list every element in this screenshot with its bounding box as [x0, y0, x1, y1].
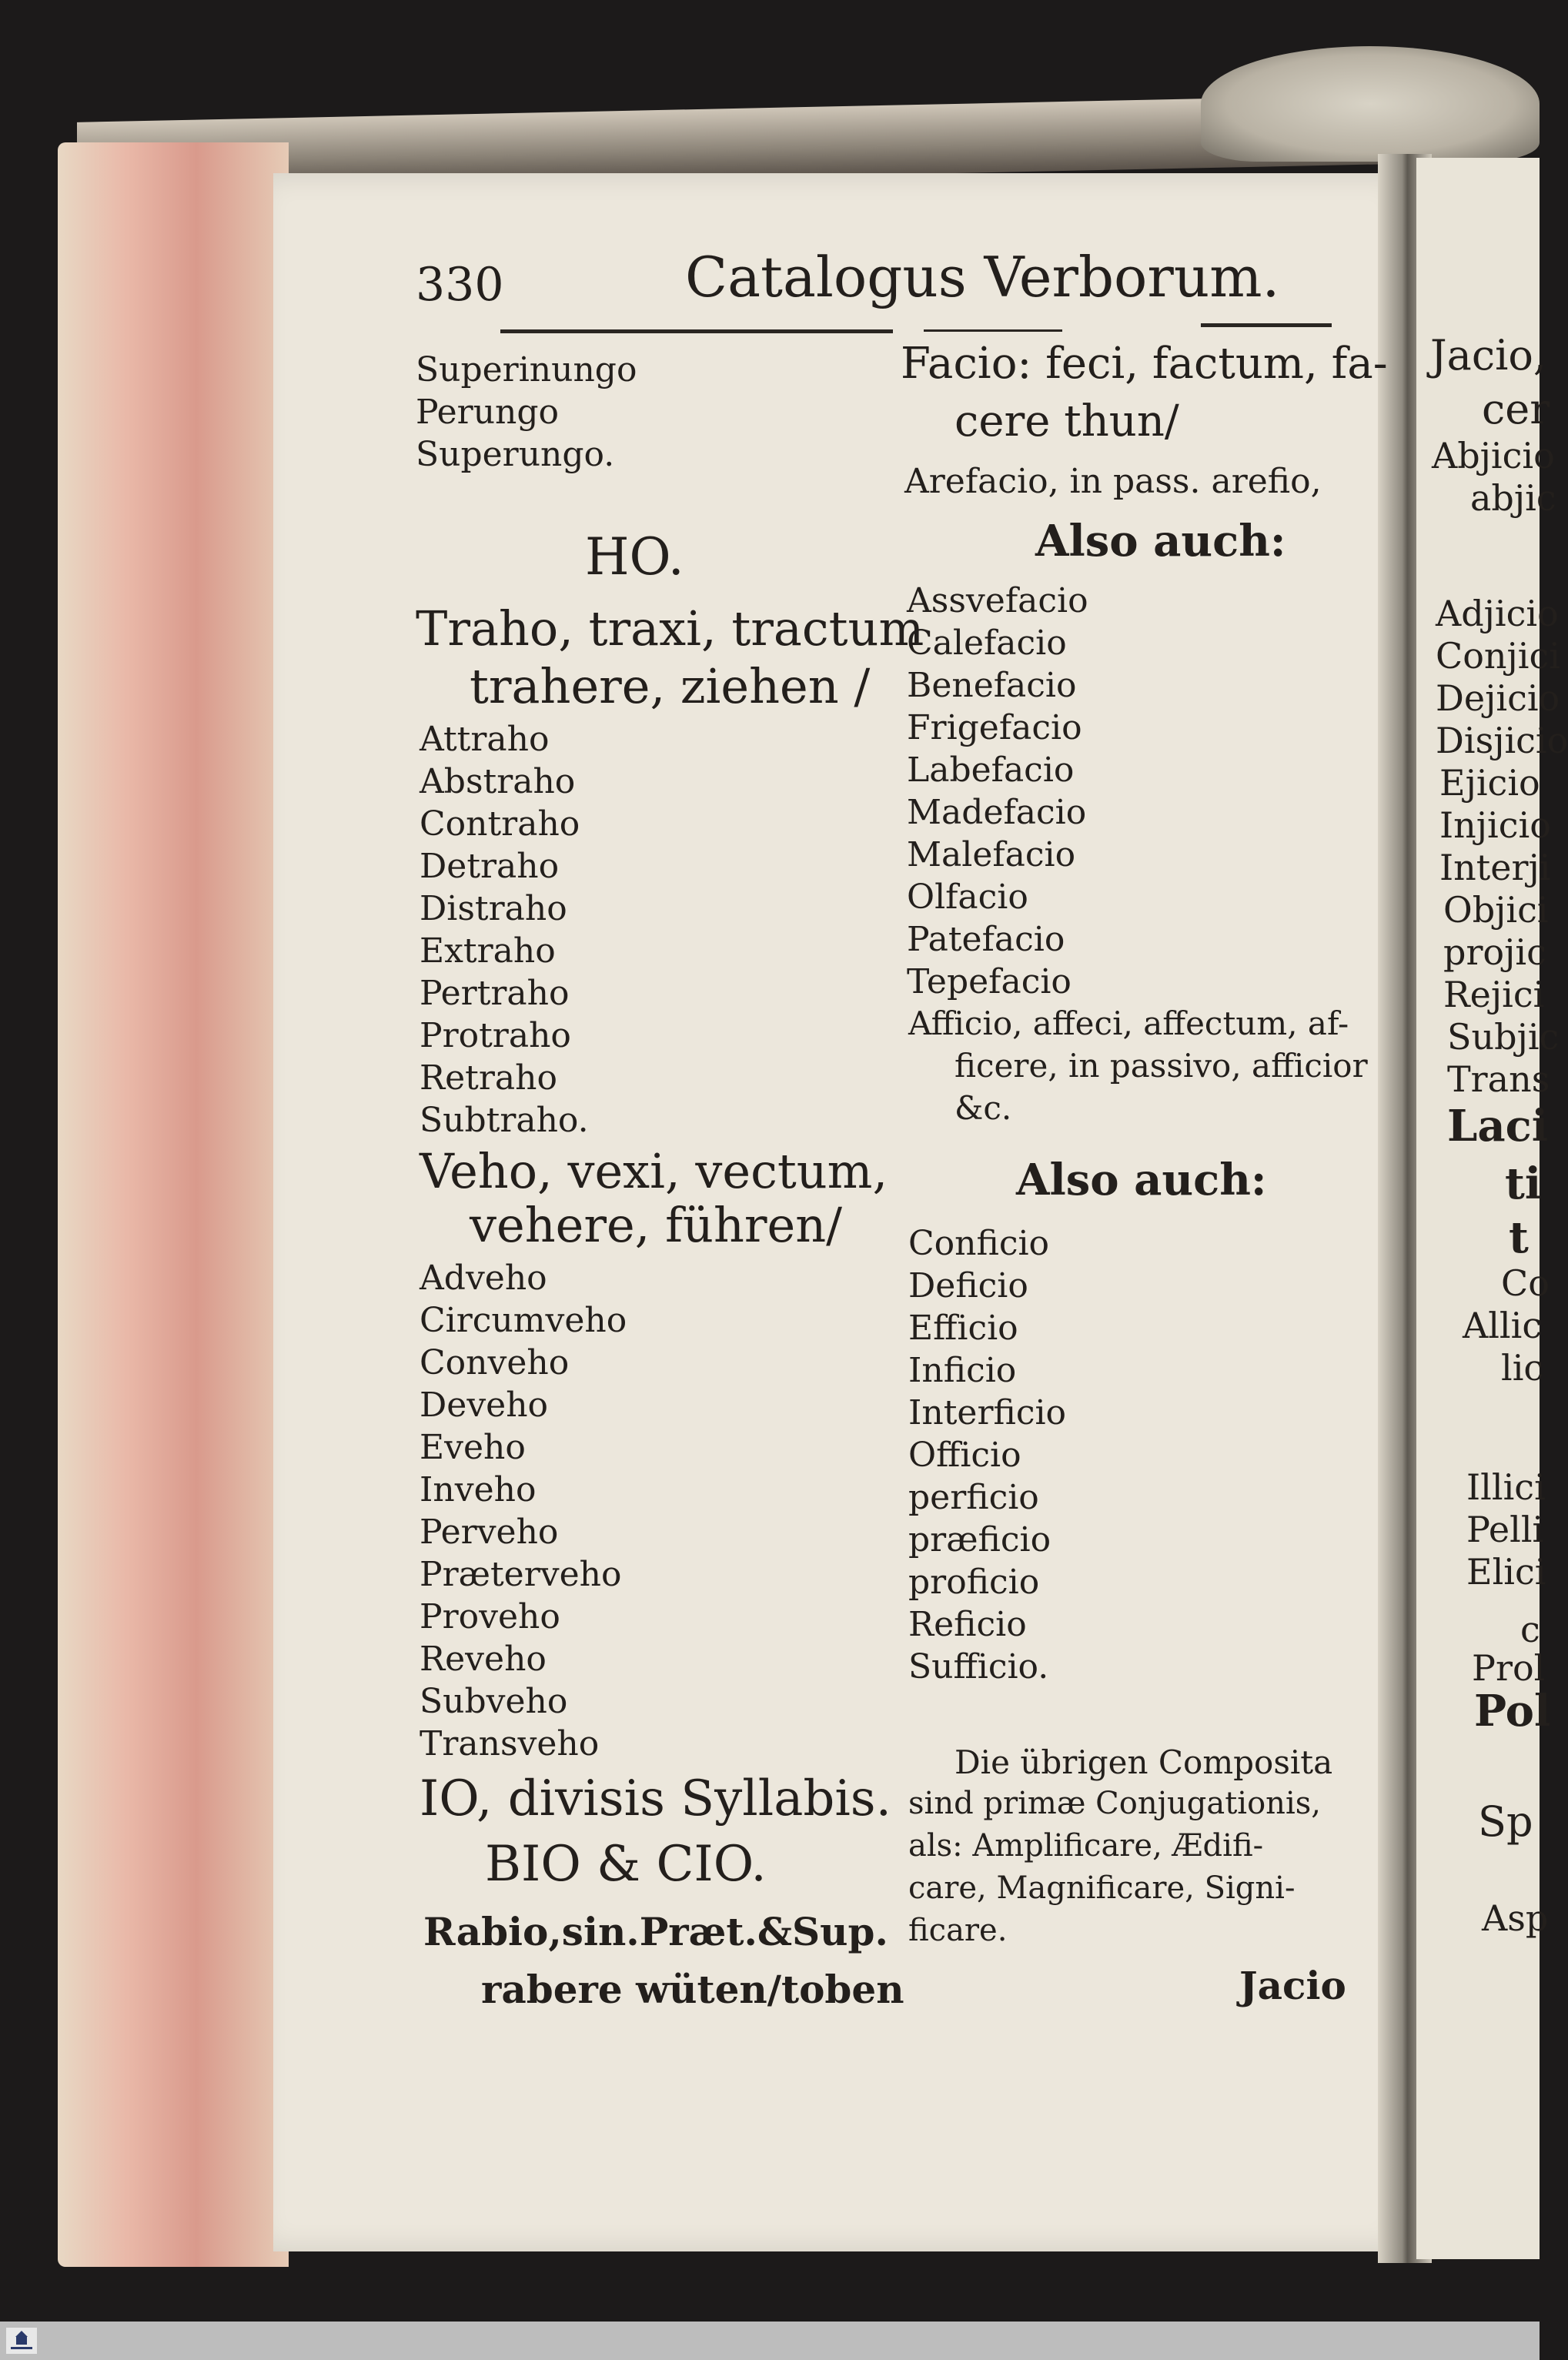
- word-conveho: Conveho: [420, 1343, 570, 1382]
- library-logo-icon: [6, 2328, 37, 2354]
- rabio-line-1: Rabio,sin.Præt.&Sup.: [423, 1909, 888, 1954]
- word-retraho: Retraho: [420, 1058, 557, 1098]
- facing-fragment: abjic: [1470, 477, 1556, 519]
- note-line-2: sind primæ Conjugationis,: [908, 1786, 1321, 1821]
- word-subveho: Subveho: [420, 1682, 568, 1721]
- facing-fragment: Adjicio: [1436, 593, 1559, 634]
- facing-fragment: Illici: [1466, 1466, 1546, 1508]
- facing-fragment: Pol: [1474, 1686, 1551, 1737]
- word-deficio: Deficio: [908, 1266, 1028, 1305]
- note-line-4: care, Magnificare, Signi-: [908, 1870, 1296, 1906]
- facing-fragment: lic: [1501, 1347, 1544, 1389]
- facing-fragment: c: [1520, 1609, 1540, 1650]
- word-contraho: Contraho: [420, 804, 580, 844]
- word-pertraho: Pertraho: [420, 974, 570, 1013]
- facing-fragment: Elici: [1466, 1551, 1546, 1593]
- word-praeficio: præficio: [908, 1520, 1051, 1559]
- word-abstraho: Abstraho: [420, 762, 576, 801]
- word-madefacio: Madefacio: [907, 793, 1087, 832]
- page-number: 330: [416, 258, 504, 312]
- facing-fragment: Interji: [1439, 847, 1551, 888]
- facing-fragment: Asp: [1482, 1897, 1549, 1939]
- facing-fragment: Co: [1501, 1262, 1550, 1304]
- traho-line-2: trahere, ziehen /: [470, 658, 871, 714]
- io-heading-2: BIO & CIO.: [485, 1836, 767, 1893]
- word-deveho: Deveho: [420, 1386, 549, 1425]
- facio-line-2: cere thun/: [955, 396, 1179, 446]
- arefacio-line: Arefacio, in pass. arefio,: [904, 462, 1322, 501]
- word-detraho: Detraho: [420, 847, 560, 886]
- word-transveho: Transveho: [420, 1724, 600, 1763]
- word-distraho: Distraho: [420, 889, 567, 928]
- veho-line-1: Veho, vexi, vectum,: [420, 1143, 888, 1199]
- word-superungo: Superungo.: [416, 435, 615, 474]
- book-cushion: [1201, 46, 1540, 162]
- veho-line-2: vehere, führen/: [470, 1197, 843, 1253]
- facing-fragment: Subjic: [1447, 1016, 1560, 1058]
- word-inveho: Inveho: [420, 1470, 537, 1509]
- word-officio: Officio: [908, 1436, 1021, 1475]
- catchword: Jacio: [1239, 1963, 1346, 2008]
- word-reficio: Reficio: [908, 1605, 1027, 1644]
- word-olfacio: Olfacio: [907, 877, 1028, 917]
- page-title: Catalogus Verborum.: [685, 245, 1280, 309]
- note-line-1: Die übrigen Composita: [955, 1743, 1333, 1781]
- word-praeterveho: Præterveho: [420, 1555, 622, 1594]
- word-proveho: Proveho: [420, 1597, 560, 1636]
- heading-ho: HO.: [585, 527, 684, 587]
- viewer-bottom-bar: [0, 2322, 1540, 2360]
- word-calefacio: Calefacio: [907, 623, 1067, 663]
- word-extraho: Extraho: [420, 931, 556, 971]
- word-benefacio: Benefacio: [907, 666, 1077, 705]
- facing-fragment: Jacio,: [1430, 331, 1547, 379]
- also-auch-1: Also auch:: [1035, 516, 1286, 567]
- io-heading-1: IO, divisis Syllabis.: [420, 1770, 891, 1827]
- facio-line-1: Facio: feci, factum, fa-: [901, 339, 1388, 389]
- word-proficio: proficio: [908, 1563, 1040, 1602]
- afficio-line-2: ficere, in passivo, afficior: [955, 1047, 1368, 1085]
- word-reveho: Reveho: [420, 1640, 547, 1679]
- rabio-line-2: rabere wüten/toben: [481, 1967, 904, 2012]
- page-edges: [58, 142, 289, 2267]
- word-malefacio: Malefacio: [907, 835, 1076, 874]
- facing-fragment: Pelli: [1466, 1509, 1544, 1550]
- facing-fragment: projic: [1443, 931, 1546, 973]
- word-efficio: Efficio: [908, 1309, 1018, 1348]
- word-perficio: perficio: [908, 1478, 1039, 1517]
- word-adveho: Adveho: [420, 1259, 547, 1298]
- facing-fragment: Ejicio: [1439, 762, 1540, 804]
- word-assvefacio: Assvefacio: [907, 581, 1088, 620]
- word-inficio: Inficio: [908, 1351, 1017, 1390]
- word-circumveho: Circumveho: [420, 1301, 627, 1340]
- also-auch-2: Also auch:: [1016, 1155, 1267, 1205]
- facing-fragment: ti: [1505, 1158, 1542, 1209]
- facing-fragment: Prol: [1472, 1647, 1546, 1689]
- word-labefacio: Labefacio: [907, 750, 1075, 790]
- traho-line-1: Traho, traxi, tractum: [416, 600, 924, 657]
- word-perungo: Perungo: [416, 393, 560, 432]
- facing-fragment: Objici: [1443, 889, 1549, 931]
- facing-fragment: Injicio: [1439, 804, 1551, 846]
- word-sufficio: Sufficio.: [908, 1647, 1049, 1686]
- facing-fragment: Laci: [1447, 1101, 1549, 1152]
- afficio-line-3: &c.: [955, 1089, 1012, 1127]
- word-superinungo: Superinungo: [416, 350, 637, 389]
- facing-fragment: Dejicio: [1436, 677, 1560, 719]
- word-conficio: Conficio: [908, 1224, 1050, 1263]
- facing-fragment: Conjici: [1436, 635, 1560, 677]
- facing-fragment: Rejici: [1443, 974, 1545, 1015]
- word-protraho: Protraho: [420, 1016, 571, 1055]
- facing-fragment: t: [1509, 1212, 1529, 1263]
- note-line-5: ficare.: [908, 1913, 1008, 1948]
- word-interficio: Interficio: [908, 1393, 1067, 1432]
- word-frigefacio: Frigefacio: [907, 708, 1082, 747]
- facing-fragment: Abjicio: [1432, 435, 1555, 476]
- facing-fragment: Trans: [1447, 1058, 1550, 1100]
- word-tepefacio: Tepefacio: [907, 962, 1072, 1001]
- header-rule-left: [500, 329, 893, 333]
- word-eveho: Eveho: [420, 1428, 526, 1467]
- afficio-line-1: Afficio, affeci, affectum, af-: [908, 1005, 1349, 1042]
- facing-fragment: Allic: [1463, 1305, 1543, 1346]
- header-rule-mid: [924, 329, 1062, 332]
- word-perveho: Perveho: [420, 1513, 559, 1552]
- facing-fragment: Disjicio: [1436, 720, 1568, 761]
- word-subtraho: Subtraho.: [420, 1101, 589, 1140]
- note-line-3: als: Amplificare, Ædifi-: [908, 1828, 1264, 1864]
- header-rule-right: [1201, 323, 1332, 327]
- facing-fragment: Sp: [1478, 1797, 1533, 1846]
- word-patefacio: Patefacio: [907, 920, 1065, 959]
- word-attraho: Attraho: [420, 720, 550, 759]
- facing-fragment: cer: [1482, 385, 1550, 433]
